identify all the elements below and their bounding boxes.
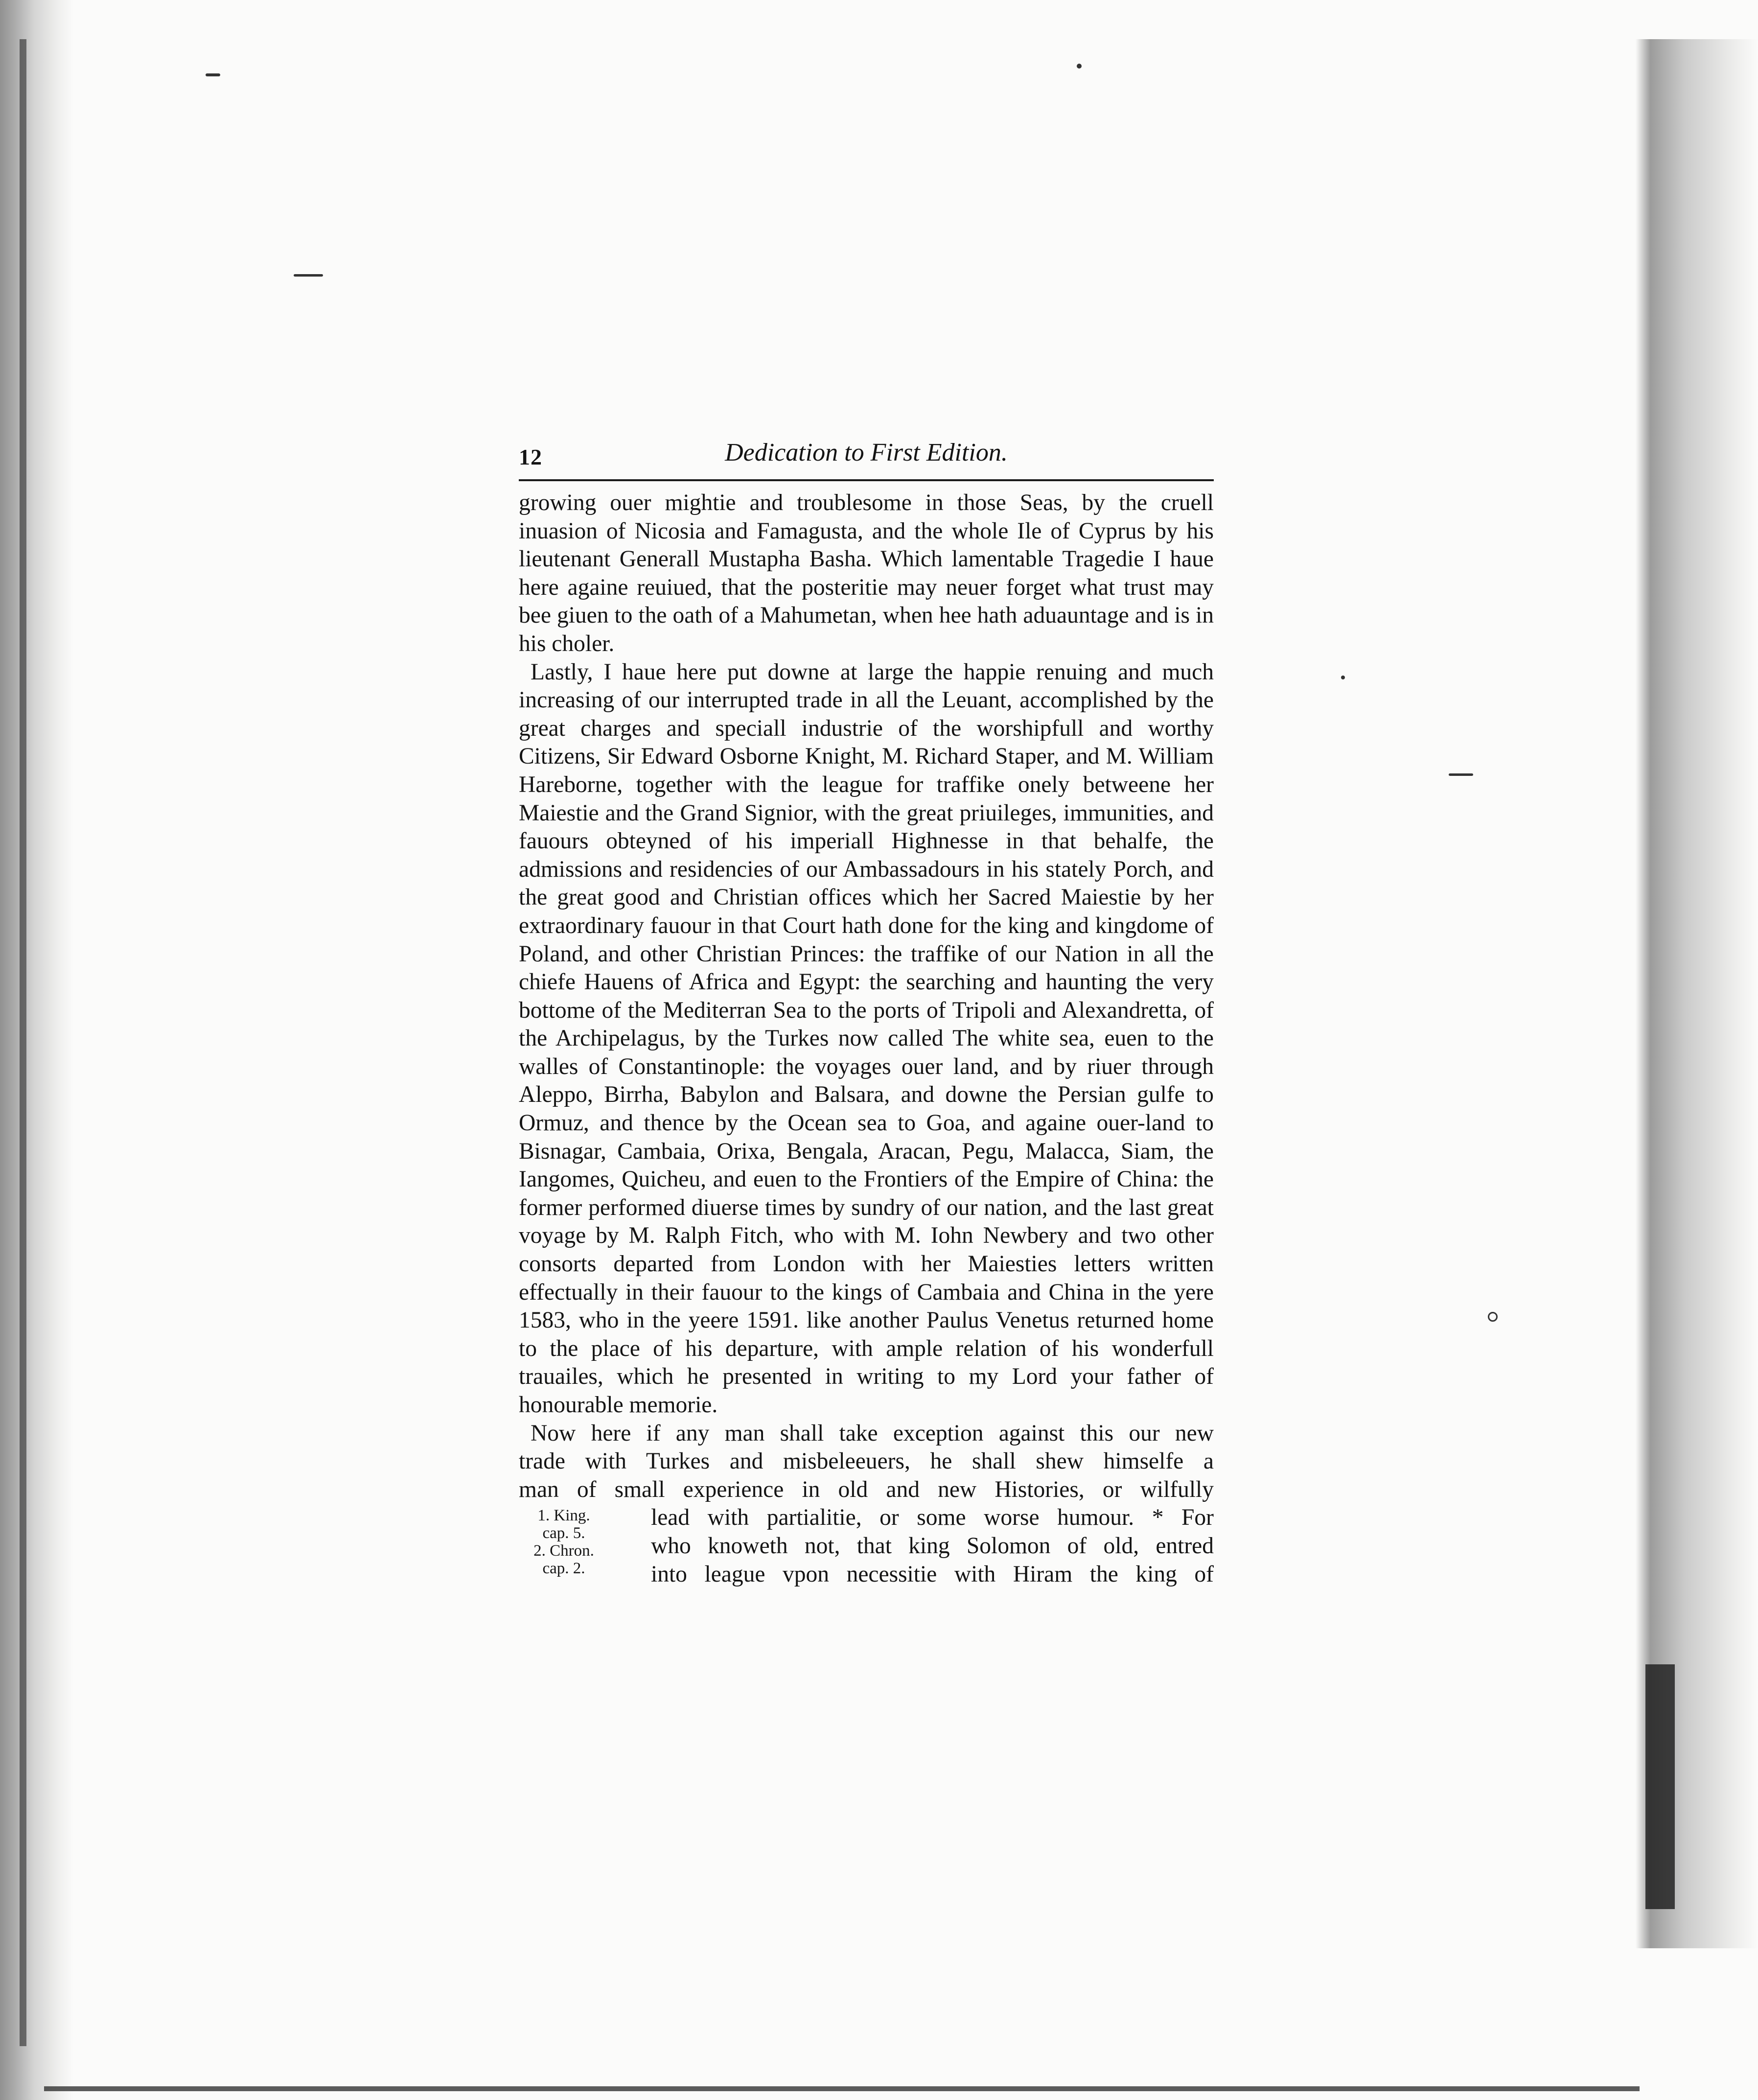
scan-speck	[206, 73, 220, 76]
marginal-note-line: cap. 5.	[542, 1524, 585, 1542]
scan-speck	[1341, 676, 1345, 679]
scan-edge-right-dark	[1645, 1664, 1675, 1909]
marginal-note	[530, 1507, 598, 1577]
scan-speck	[1449, 773, 1473, 776]
scan-edge-right	[1636, 39, 1758, 1948]
paragraph-line: into league vpon necessitie with Hiram the king of	[651, 1561, 1214, 1587]
scan-speck	[1488, 1312, 1498, 1322]
paragraph-line: Now here if any man shall take exception against this our new	[531, 1420, 1214, 1446]
paragraph-continuation: growing ouer mightie and troublesome in those Seas, by the cruell inuasion of Nicosia and Famagusta, and the whole Ile of Cyprus by his lieutenant Generall Mustapha Basha. Which lamentable Tragedie I haue here againe reuiued, that the posteritie may neuer forget what trust may bee giuen to the oath of a Mahumetan, when hee hath aduauntage and is in his choler.	[519, 490, 1214, 656]
paragraph-line: who knoweth not, that king Solomon of old, entred	[651, 1533, 1214, 1559]
header-rule	[519, 479, 1214, 481]
paragraph-now-here	[519, 1420, 1214, 1589]
paragraph-line: lead with partialitie, or some worse humour. * For	[651, 1505, 1214, 1531]
paragraph-line: man of small experience in old and new Histories, or wilfully	[519, 1476, 1214, 1502]
marginal-note-line: cap. 2.	[542, 1560, 585, 1578]
paragraph-line: trade with Turkes and misbeleeuers, he shall shew himselfe a	[519, 1448, 1214, 1474]
scan-binding-shadow	[20, 39, 26, 2046]
page-header	[519, 438, 1214, 472]
indented-lines-block	[519, 1504, 1214, 1588]
page-number: 12	[519, 444, 542, 469]
marginal-note-line: 1. King.	[537, 1507, 590, 1525]
running-title: Dedication to First Edition.	[725, 439, 1008, 467]
scan-speck	[1077, 64, 1082, 69]
marginal-note-line: 2. Chron.	[533, 1542, 594, 1560]
scan-edge-bottom	[44, 2086, 1640, 2091]
paragraph-lastly: Lastly, I haue here put downe at large the happie renuing and much increasing of our interrupted trade in all the Leuant, accomplished by the great charges and speciall industrie of the worshipfull and worthy Citizens, Sir Edward Osborne Knight, M. Richard Staper, and M. William Hareborne, together with the league for traffike onely betweene her Maiestie and the Grand Signior, with the great priuileges, immunities, and fauours obteyned of his imperiall Highnesse in that behalfe, the admissions and residencies of our Ambassadours in his stately Porch, and the great good and Christian offices which her Sacred Maiestie by her extraordinary fauour in that Court hath done for the king and kingdome of Poland, and other Christian Princes: the traffike of our Nation in all the chiefe Hauens of Africa and Egypt: the searching and haunting the very bottome of the Mediterran Sea to the ports of Tripoli and Alexandretta, of the Archipelagus, by the Turkes now called The white sea, euen to the walles of Constantinople: the voyages ouer land, and by riuer through Aleppo, Birrha, Babylon and Balsara, and downe the Persian gulfe to Ormuz, and thence by the Ocean sea to Goa, and againe ouer-land to Bisnagar, Cambaia, Orixa, Bengala, Aracan, Pegu, Malacca, Siam, the Iangomes, Quicheu, and euen to the Frontiers of the Empire of China: the former performed diuerse times by sundry of our nation, and the last great voyage by M. Ralph Fitch, who with M. Iohn Newbery and two other consorts departed from London with her Maiesties letters written effectually in their fauour to the kings of Cambaia and China in the yere 1583, who in the yeere 1591. like another Paulus Venetus returned home to the place of his departure, with ample relation of his wonderfull trauailes, which he presented in writing to my Lord your father of honourable memorie.	[519, 659, 1214, 1418]
body-text	[519, 489, 1214, 1588]
book-page	[519, 438, 1214, 1588]
scan-speck	[294, 274, 323, 277]
scan-edge-left	[0, 0, 73, 2100]
